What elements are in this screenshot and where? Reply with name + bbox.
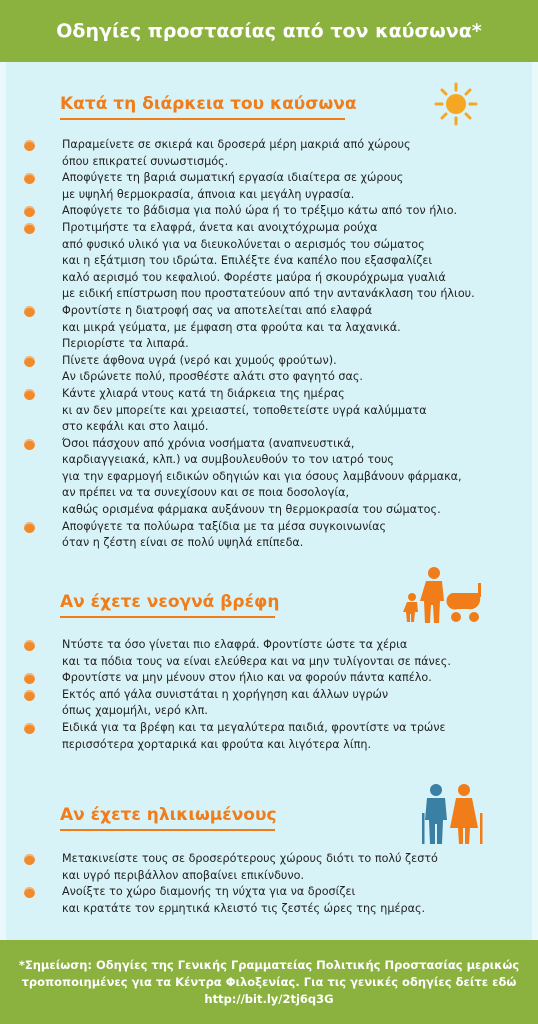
footer-line: *Σημείωση: Οδηγίες της Γενικής Γραμματείας Πολιτικής Προστασίας μερικώς xyxy=(18,957,520,972)
list-item-text: Ειδικά για τα βρέφη και τα μεγαλύτερα παιδιά, φροντίστε να τρώνε xyxy=(62,720,446,734)
bullet-icon xyxy=(24,389,35,400)
list-item xyxy=(0,170,538,203)
list-item-text: Παραμείνετε σε σκιερά και δροσερά μέρη μακριά από χώρους xyxy=(62,138,411,151)
list-item-text: Αποφύγετε το βάδισμα για πολύ ώρα ή το τρέξιμο κάτω από τον ήλιο. xyxy=(62,204,458,218)
list-item-text: Ανοίξτε το χώρο διαμονής τη νύχτα για να δροσίζει xyxy=(62,885,356,899)
section-infants-title-text: Αν έχετε νεογνά βρέφη xyxy=(60,592,280,612)
list-item-text: Αποφύγετε τα πολύωρα ταξίδια με τα μέσα συγκοινωνίας xyxy=(62,519,387,533)
list-item xyxy=(0,203,538,220)
list-item-text: Όσοι πάσχουν από χρόνια νοσήματα (αναπνευστικά, xyxy=(62,436,355,450)
list-item xyxy=(0,637,538,670)
section-elderly-title xyxy=(60,805,277,825)
list-item xyxy=(0,220,538,303)
section-rule xyxy=(60,829,275,831)
bullet-icon xyxy=(24,173,35,184)
footer-line: τροποποιημένες για τα Κέντρα Φιλοξενίας. Για τις γενικές οδηγίες δείτε εδώ xyxy=(21,974,517,989)
bullet-icon xyxy=(24,854,35,865)
list-item-text: Αποφύγετε τη βαριά σωματική εργασία ιδιαίτερα σε χώρους xyxy=(62,171,404,185)
list-item xyxy=(0,884,538,917)
bullet-icon xyxy=(24,356,35,367)
elderly-list xyxy=(0,851,538,917)
bullet-icon xyxy=(24,206,35,217)
infants-list xyxy=(0,637,538,753)
list-item-text: αν πρέπει να τα συνεχίσουν και σε ποια δοσολογία, xyxy=(62,486,350,500)
list-item-text: Αν ιδρώνετε πολύ, προσθέστε αλάτι στο φαγητό σας. xyxy=(62,370,363,384)
list-item-text: Πίνετε άφθονα υγρά (νερό και χυμούς φρούτων). xyxy=(62,353,337,367)
list-item-text: Προτιμήστε τα ελαφρά, άνετα και ανοιχτόχρωμα ρούχα xyxy=(62,220,378,234)
list-item-text: και υγρό περιβάλλον αποβαίνει επικίνδυνο. xyxy=(62,868,305,882)
bullet-icon xyxy=(24,640,35,651)
list-item-text: και κρατάτε τον ερμητικά κλειστό τις ζεστές ώρες της ημέρας. xyxy=(62,901,426,915)
list-item xyxy=(0,851,538,884)
list-item xyxy=(0,303,538,353)
list-item xyxy=(0,386,538,436)
list-item-text: με ειδική επίστρωση που προστατεύουν από την αντανάκλαση του ήλιου. xyxy=(62,287,475,301)
list-item-text: καλό αερισμό του κεφαλιού. Φορέστε μαύρα ή σκουρόχρωμα γυαλιά xyxy=(62,270,446,284)
list-item-text: Φροντίστε η διατροφή σας να αποτελείται από ελαφρά xyxy=(62,303,373,317)
list-item xyxy=(0,687,538,720)
page-title: Οδηγίες προστασίας από τον καύσωνα* xyxy=(56,20,482,42)
section-heatwave-title xyxy=(60,94,357,114)
list-item xyxy=(0,137,538,170)
bullet-icon xyxy=(24,522,35,533)
list-item xyxy=(0,519,538,552)
list-item-text: κι αν δεν μπορείτε και χρειαστεί, τοποθετείστε υγρά καλύμματα xyxy=(62,403,427,417)
list-item-text: καθώς ορισμένα φάρμακα αυξάνουν τη θερμοκρασία του σώματος. xyxy=(62,503,441,517)
list-item-text: Φροντίστε να μην μένουν στον ήλιο και να φορούν πάντα καπέλο. xyxy=(62,671,432,685)
section-rule xyxy=(60,616,275,618)
footer-link[interactable]: http://bit.ly/2tj6q3G xyxy=(204,991,334,1006)
list-item-text: Ντύστε τα όσο γίνεται πιο ελαφρά. Φροντίστε ώστε τα χέρια xyxy=(62,638,408,651)
list-item-text: και τα πόδια τους να είναι ελεύθερα και να μην τυλίγονται σε πάνες. xyxy=(62,654,451,668)
list-item-text: Περιορίστε τα λιπαρά. xyxy=(62,337,189,351)
list-item-text: από φυσικό υλικό για να διευκολύνεται ο αερισμός του σώματος xyxy=(62,237,425,251)
list-item xyxy=(0,436,538,519)
bullet-icon xyxy=(24,673,35,684)
bullet-icon xyxy=(24,439,35,450)
list-item-text: για την εφαρμογή ειδικών οδηγιών και για όσους λαμβάνουν φάρμακα, xyxy=(62,469,462,483)
section-rule xyxy=(60,118,345,120)
list-item-text: όπου επικρατεί συνωστισμός. xyxy=(62,154,229,168)
list-item-text: καρδιαγγειακά, κλπ.) να συμβουλευθούν το τον ιατρό τους xyxy=(62,453,394,467)
bullet-icon xyxy=(24,690,35,701)
list-item-text: Εκτός από γάλα συνιστάται η χορήγηση και άλλων υγρών xyxy=(62,687,389,701)
bullet-icon xyxy=(24,223,35,234)
list-item-text: Κάντε χλιαρά ντους κατά τη διάρκεια της ημέρας xyxy=(62,386,345,400)
section-heatwave-title-text: Κατά τη διάρκεια του καύσωνα xyxy=(60,94,357,114)
sun-icon xyxy=(434,82,478,130)
section-elderly-title-text: Αν έχετε ηλικιωμένους xyxy=(60,805,277,825)
heatwave-list xyxy=(0,137,538,552)
section-infants-title xyxy=(60,592,279,612)
list-item-text: με υψηλή θερμοκρασία, άπνοια και μεγάλη υγρασία. xyxy=(62,187,355,201)
list-item xyxy=(0,720,538,753)
list-item-text: Μετακινείστε τους σε δροσερότερους χώρους διότι το πολύ ζεστό xyxy=(62,852,438,865)
bullet-icon xyxy=(24,723,35,734)
bullet-icon xyxy=(24,140,35,151)
bullet-icon xyxy=(24,887,35,898)
list-item-text: και η εξάτμιση του ιδρώτα. Επιλέξτε ένα καπέλο που εξασφαλίζει xyxy=(62,254,433,268)
list-item xyxy=(0,353,538,386)
list-item-text: όπως χαμομήλι, νερό κλπ. xyxy=(62,704,208,718)
list-item xyxy=(0,670,538,687)
page-header xyxy=(0,0,538,62)
family-stroller-icon xyxy=(400,565,490,629)
list-item-text: και μικρά γεύματα, με έμφαση στα φρούτα και τα λαχανικά. xyxy=(62,320,401,334)
list-item-text: όταν η ζέστη είναι σε πολύ υψηλά επίπεδα. xyxy=(62,536,304,550)
footer-note xyxy=(0,940,538,1024)
list-item-text: στο κεφάλι και στο λαιμό. xyxy=(62,420,209,434)
bullet-icon xyxy=(24,306,35,317)
elderly-couple-icon xyxy=(418,783,486,849)
list-item-text: περισσότερα χορταρικά και φρούτα και λιγότερα λίπη. xyxy=(62,737,372,751)
